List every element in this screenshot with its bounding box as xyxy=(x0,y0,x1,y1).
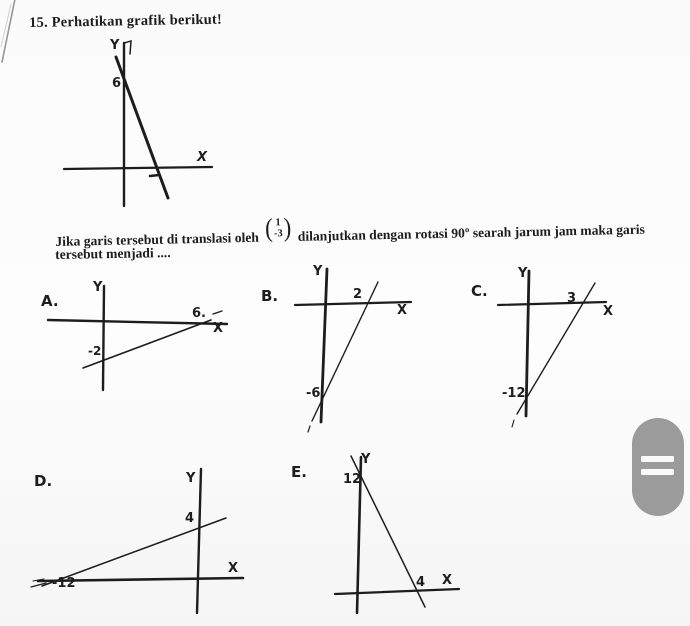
matrix-top-value: 1 xyxy=(275,217,281,229)
option-e-x-intercept-label: 4 xyxy=(416,575,426,590)
option-e-line xyxy=(351,456,425,607)
main-graph-x-axis xyxy=(64,167,212,169)
matrix-close-paren: ) xyxy=(283,213,292,243)
option-c-y-intercept-label: -12 xyxy=(502,386,526,401)
question-body-line2: tersebut menjadi .... xyxy=(55,244,171,262)
option-d-letter: D. xyxy=(34,472,53,490)
option-c-letter: C. xyxy=(471,282,488,300)
option-a-y-intercept-label: -2 xyxy=(88,344,102,358)
question-title: 15. Perhatikan grafik berikut! xyxy=(29,11,223,31)
option-b-x-intercept-label: 2 xyxy=(353,287,363,302)
option-e-y-intercept-label: 12 xyxy=(343,472,362,487)
matrix-open-paren: ( xyxy=(264,213,274,243)
option-c-x-label: X xyxy=(603,304,614,319)
option-e-y-label: Y xyxy=(361,452,371,467)
option-a-letter: A. xyxy=(41,292,59,310)
option-c-y-label: Y xyxy=(518,266,528,281)
floating-handle-button[interactable] xyxy=(632,418,684,516)
option-d-y-intercept-label: 4 xyxy=(185,511,195,526)
option-a-line xyxy=(83,320,211,368)
handle-bars-icon xyxy=(641,456,674,462)
option-e-x-axis xyxy=(335,589,459,594)
option-b-y-label: Y xyxy=(313,264,323,279)
option-d-x-label: X xyxy=(228,561,239,576)
page-edge-line xyxy=(2,0,15,62)
option-a-y-label: Y xyxy=(93,280,103,295)
option-e-x-label: X xyxy=(442,573,453,588)
option-a-x-label: X xyxy=(213,321,224,336)
option-c-x-axis xyxy=(498,302,606,305)
main-graph-y-intercept-label: 6 xyxy=(112,76,122,91)
option-c-line-tip-dash xyxy=(512,420,514,427)
option-d-y-axis xyxy=(197,469,201,613)
main-graph-x-label: X xyxy=(197,150,208,165)
option-a-y-axis xyxy=(103,286,104,390)
translation-vector xyxy=(264,213,292,243)
question-line1-pre: Jika garis tersebut di translasi oleh xyxy=(55,229,260,249)
question-line1-post: dilanjutkan dengan rotasi 90º searah jarum jam maka garis xyxy=(297,221,646,244)
handle-bars-icon xyxy=(641,469,674,475)
option-b-letter: B. xyxy=(261,287,279,305)
main-graph-y-label: Y xyxy=(110,38,120,53)
option-b-x-label: X xyxy=(397,303,408,318)
option-e-letter: E. xyxy=(291,463,307,481)
matrix-bottom-value: -3 xyxy=(273,228,283,240)
option-a-x-intercept-label: 6. xyxy=(192,306,206,321)
option-b-line-tip-dash xyxy=(308,426,310,432)
option-a-line-tip-dash xyxy=(213,311,222,314)
main-graph-dash-mark xyxy=(150,175,159,176)
option-d-x-intercept-label: -12 xyxy=(52,576,76,591)
option-b-y-intercept-label: -6 xyxy=(306,386,321,401)
option-d-y-label: Y xyxy=(186,471,196,486)
option-b-x-axis xyxy=(295,302,411,305)
option-c-x-intercept-label: 3 xyxy=(567,291,577,306)
